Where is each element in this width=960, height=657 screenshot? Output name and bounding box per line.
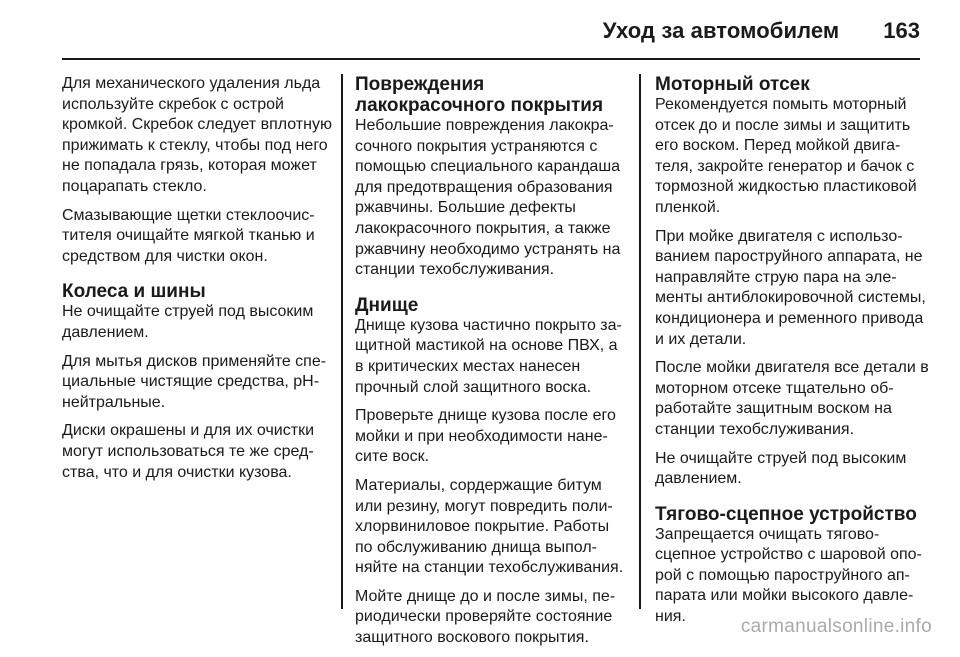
column-divider-1 bbox=[341, 74, 343, 609]
underbody-heading: Днище bbox=[355, 294, 419, 316]
engine-bay-paragraph-1: Рекомендуется помыть моторный отсек до и после зимы и защитить его воском. Перед мойкой двигателя, закройте генератор и бачок с тормозной жидкостью пластиковой пленкой. bbox=[655, 96, 917, 216]
section-title: Уход за автомобилем bbox=[602, 18, 840, 43]
column-2 bbox=[355, 74, 630, 657]
wiper-paragraph: Смазывающие щетки стеклоочистителя очищайте мягкой тканью и средством для чистки окон. bbox=[62, 206, 315, 265]
ice-removal-paragraph: Для механического удаления льда используйте скребок с острой кромкой. Скребок следует вплотную прижимать к стеклу, чтобы под него не попадала грязь, которая может поцарапать стекло. bbox=[62, 75, 332, 195]
engine-bay-paragraph-2: При мойке двигателя с использованием пароструйного аппарата, не направляйте струю пара на элементы антиблокировочной системы, кондиционера и ременного привода и их детали. bbox=[655, 227, 926, 348]
watermark: carmanualsonline.info bbox=[740, 616, 932, 637]
page-number: 163 bbox=[883, 18, 920, 43]
underbody-paragraph-3: Материалы, сордержащие битум или резину, могут повредить полихлорвиниловое покрытие. Работы по обслуживанию днища выполняйте на станции техобслуживания. bbox=[355, 476, 624, 577]
wheels-paragraph-3: Диски окрашены и для их очистки могут использоваться те же средства, что и для очистки кузова. bbox=[62, 422, 314, 481]
column-divider-2 bbox=[639, 74, 641, 609]
paint-damage-heading: Повреждения лакокрасочного покрытия bbox=[355, 74, 604, 116]
towbar-paragraph: Запрещается очищать тяговосцепное устройство с шаровой опорой с помощью пароструйного аппарата или мойки высокого давления. bbox=[655, 525, 922, 626]
engine-bay-paragraph-4: Не очищайте струей под высоким давлением. bbox=[655, 449, 907, 488]
paint-damage-paragraph: Небольшие повреждения лакокрасочного покрытия устраняются с помощью специального карандаша для предотвращения образования ржавчины. Большие дефекты лакокрасочного покрытия, а также ржавчину необходимо устранять на станции техобслуживания. bbox=[355, 117, 621, 279]
wheels-paragraph-1: Не очищайте струей под высоким давлением. bbox=[62, 303, 314, 341]
wheels-heading: Колеса и шины bbox=[62, 281, 206, 303]
engine-bay-heading: Моторный отсек bbox=[655, 74, 810, 95]
underbody-paragraph-2: Проверьте днище кузова после его мойки и при необходимости нанесите воск. bbox=[355, 407, 616, 466]
towbar-heading: Тягово-сцепное устройство bbox=[655, 503, 917, 525]
engine-bay-paragraph-3: После мойки двигателя все детали в моторном отсеке тщательно обработайте защитным воском на станции техобслуживания. bbox=[655, 359, 929, 438]
column-1 bbox=[62, 74, 337, 491]
underbody-paragraph-4: Мойте днище до и после зимы, периодически проверяйте состояние защитного воскового покрытия. bbox=[355, 587, 616, 647]
column-3 bbox=[655, 74, 930, 636]
wheels-paragraph-2: Для мытья дисков применяйте специальные чистящие средства, рН-нейтральные. bbox=[62, 352, 327, 411]
header-rule bbox=[62, 58, 920, 60]
underbody-paragraph-1: Днище кузова частично покрыто защитной мастикой на основе ПВХ, а в критических местах нанесен прочный слой защитного воска. bbox=[355, 316, 622, 396]
page-header bbox=[603, 18, 920, 44]
